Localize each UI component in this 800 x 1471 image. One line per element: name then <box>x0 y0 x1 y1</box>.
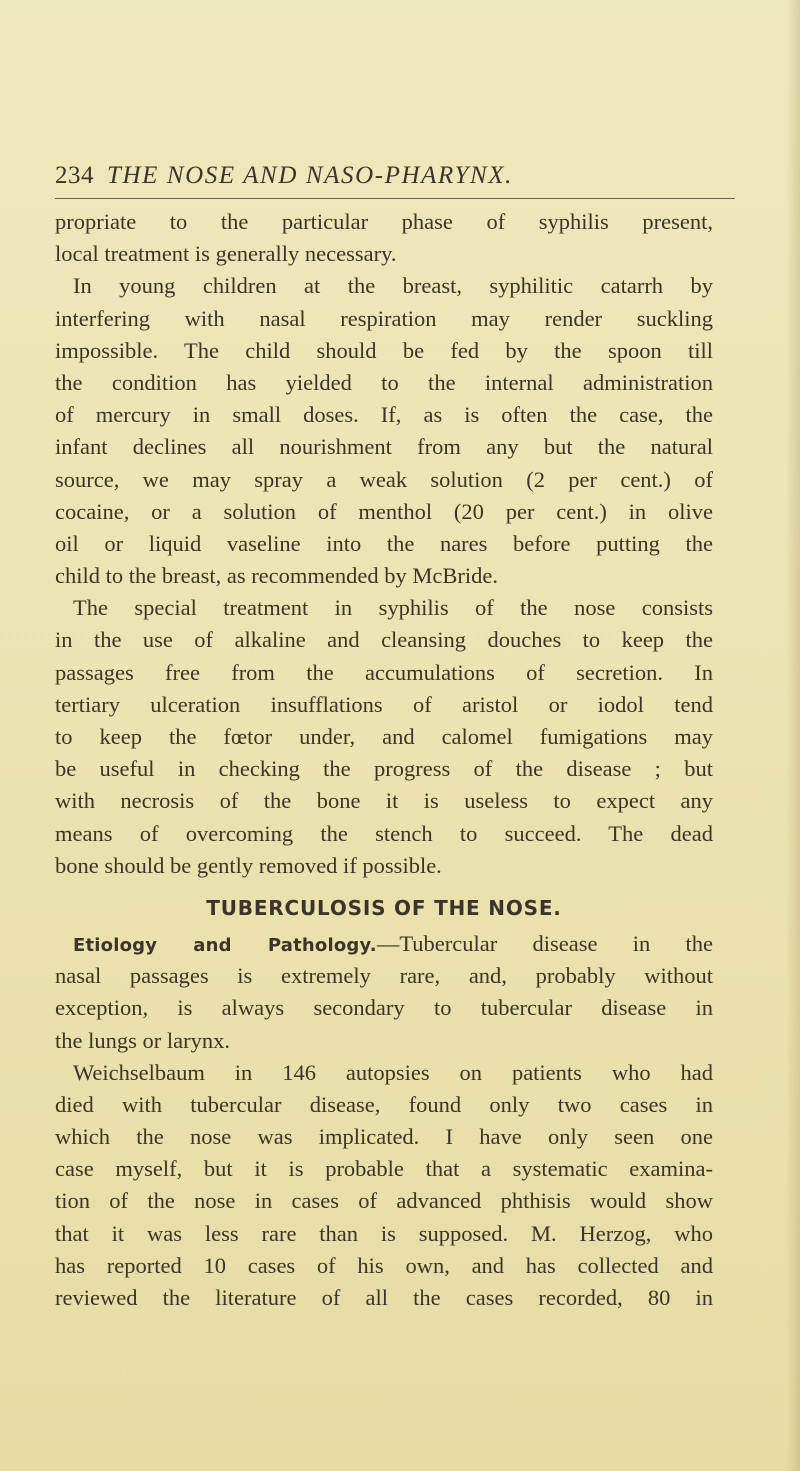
text-line: means of overcoming the stench to succeed. The dead <box>55 820 713 846</box>
text-line: Weichselbaum in 146 autopsies on patients who had <box>73 1059 713 1085</box>
text-line: that it was less rare than is supposed. M. Herzog, who <box>55 1220 713 1246</box>
run-in-text: —Tubercular disease in the <box>376 930 713 956</box>
text-line: tion of the nose in cases of advanced phthisis would show <box>55 1188 713 1214</box>
body-text <box>55 206 713 1314</box>
text-line: the condition has yielded to the internal administration <box>55 369 713 395</box>
text-line: impossible. The child should be fed by the spoon till <box>55 337 713 363</box>
text-line: local treatment is generally necessary. <box>55 241 397 267</box>
text-line: source, we may spray a weak solution (2 per cent.) of <box>55 466 713 492</box>
text-line: In young children at the breast, syphilitic catarrh by <box>73 273 713 299</box>
section-heading: TUBERCULOSIS OF THE NOSE. <box>206 895 562 920</box>
text-line: with necrosis of the bone it is useless to expect any <box>55 788 713 814</box>
text-line: be useful in checking the progress of the disease ; but <box>55 756 713 782</box>
text-line: which the nose was implicated. I have only seen one <box>55 1124 713 1150</box>
text-line: child to the breast, as recommended by McBride. <box>55 563 498 589</box>
text-line: case myself, but it is probable that a systematic examina- <box>55 1156 713 1182</box>
text-line: the lungs or larynx. <box>55 1027 230 1053</box>
text-line: passages free from the accumulations of secretion. In <box>55 659 713 685</box>
text-line: The special treatment in syphilis of the nose consists <box>73 595 713 621</box>
text-line: cocaine, or a solution of menthol (20 per cent.) in olive <box>55 498 713 524</box>
text-line: has reported 10 cases of his own, and has collected and <box>55 1252 713 1278</box>
text-line: infant declines all nourishment from any but the natural <box>55 434 713 460</box>
text-line: interfering with nasal respiration may render suckling <box>55 305 713 331</box>
running-title: THE NOSE AND NASO-PHARYNX. <box>107 162 513 189</box>
text-line: bone should be gently removed if possible. <box>55 852 442 878</box>
text-line: to keep the fœtor under, and calomel fumigations may <box>55 724 713 749</box>
page-edge-shadow <box>786 0 800 1471</box>
text-line: reviewed the literature of all the cases recorded, 80 in <box>55 1285 713 1310</box>
text-line: died with tubercular disease, found only two cases in <box>55 1091 713 1117</box>
text-line: in the use of alkaline and cleansing douches to keep the <box>55 627 713 653</box>
text-line: exception, is always secondary to tubercular disease in <box>55 995 713 1021</box>
page-header <box>55 162 735 194</box>
text-line: tertiary ulceration insufflations of aristol or iodol tend <box>55 691 713 717</box>
text-line: oil or liquid vaseline into the nares before putting the <box>55 530 713 556</box>
text-line <box>55 928 713 960</box>
text-line: of mercury in small doses. If, as is often the case, the <box>55 402 713 428</box>
text-line: nasal passages is extremely rare, and, probably without <box>55 963 713 989</box>
header-rule <box>55 198 735 199</box>
text-line: propriate to the particular phase of syphilis present, <box>55 209 713 234</box>
run-in-heading: Etiology and Pathology. <box>73 934 377 956</box>
page-number: 234 <box>55 162 94 189</box>
